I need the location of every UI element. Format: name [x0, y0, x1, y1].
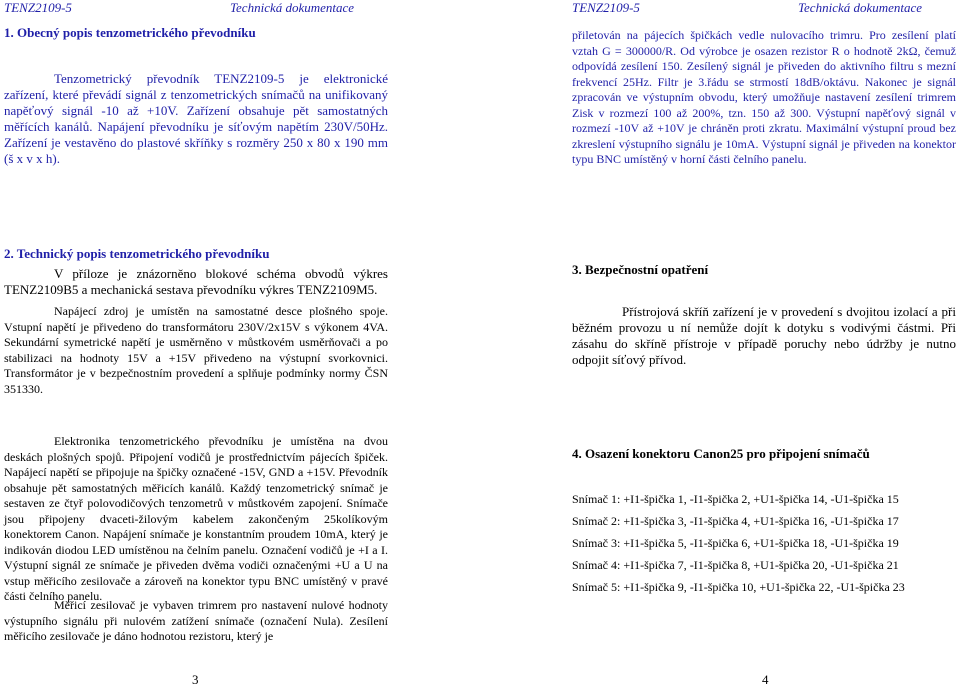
- header-doc-code: TENZ2109-5: [4, 0, 72, 15]
- pinout-row: Snímač 2: +I1-špička 3, -I1-špička 4, +U1-špička 16, -U1-špička 17: [572, 514, 899, 528]
- header-doc-code: TENZ2109-5: [572, 0, 640, 15]
- section-3-paragraph: Přístrojová skříň zařízení je v provedení s dvojitou izolací a při běžném provozu u ní nemůže dojít k dotyku s vodivými částmi. Při zásahu do skříně přístroje v případě poruchy nebo údržby je nutno odpojit síťový přívod.: [572, 304, 956, 367]
- header-doc-title: Technická dokumentace: [230, 0, 355, 15]
- section-1-paragraph: Tenzometrický převodník TENZ2109-5 je elektronické zařízení, které převádí signál z tenzometrických snímačů na unifikovaný napěťový signál -10 až +10V. Zařízení obsahuje pět samostatných měřících kanálů. Napájení převodníku je síťovým napětím 230V/50Hz. Zařízení je vestavěno do plastové skříňky s rozměry 250 x 80 x 190 mm (š x v x h).: [4, 71, 388, 166]
- section-2-heading: 2. Technický popis tenzometrického převodníku: [4, 246, 270, 261]
- pinout-row: Snímač 4: +I1-špička 7, -I1-špička 8, +U1-špička 20, -U1-špička 21: [572, 558, 899, 572]
- pinout-row: Snímač 1: +I1-špička 1, -I1-špička 2, +U1-špička 14, -U1-špička 15: [572, 492, 899, 506]
- section-2-paragraph-1: V příloze je znázorněno blokové schéma obvodů výkres TENZ2109B5 a mechanická sestava převodníku výkres TENZ2109M5.: [4, 266, 388, 297]
- section-4-heading: 4. Osazení konektoru Canon25 pro připojení snímačů: [572, 446, 870, 461]
- page-number: 3: [192, 672, 199, 687]
- section-2-paragraph-4: Měřicí zesilovač je vybaven trimrem pro nastavení nulové hodnoty výstupního signálu při nulovém zatížení snímače (označení Nula). Zesílení měřicího zesilovače je dáno hodnotou rezistoru, který je: [4, 598, 388, 643]
- pinout-row: Snímač 3: +I1-špička 5, -I1-špička 6, +U1-špička 18, -U1-špička 19: [572, 536, 899, 550]
- page-number: 4: [762, 672, 769, 687]
- section-2-paragraph-3: Elektronika tenzometrického převodníku je umístěna na dvou deskách plošných spojů. Připojení vodičů je prostřednictvím pájecích špiček. Napájecí napětí se připojuje na špičky označené -15V, GND a +15V. Převodník obsahuje pět samostatných měřicích kanálů. Každý tenzometrický snímač je sestaven ze čtyř polovodičových tenzometrů v můstkovém zapojení. Snímače jsou připojeny dvaceti-žilovým kabelem zakončeným 25kolíkovým konektorem Canon. Napájení snímače je konstantním proudem 10mA, který je indikován diodou LED umístěnou na čelním panelu. Označení vodičů je +I a I. Výstupní signál ze snímače je přiveden dvěma vodiči označenými +U a U na vstup měřicího zesilovače a zároveň na konektor typu BNC umístěný v pravé části čelního panelu.: [4, 434, 388, 603]
- page-4: [572, 0, 960, 687]
- pinout-row: Snímač 5: +I1-špička 9, -I1-špička 10, +U1-špička 22, -U1-špička 23: [572, 580, 905, 594]
- header-doc-title: Technická dokumentace: [798, 0, 923, 15]
- section-3-heading: 3. Bezpečnostní opatření: [572, 262, 709, 277]
- section-2-paragraph-2: Napájecí zdroj je umístěn na samostatné desce plošného spoje. Vstupní napětí je přivedeno do transformátoru 230V/2x15V s výkonem 4VA. Sekundární symetrické napětí je usměrněno v můstkovém usměrňovači a po stabilizaci na hodnoty 15V a +15V přivedeno na výstupní svorkovnici. Transformátor je v bezpečnostním provedení a splňuje podmínky normy ČSN 351330.: [4, 304, 388, 396]
- continuation-paragraph: přiletován na pájecích špičkách vedle nulovacího trimru. Pro zesílení platí vztah G = 300000/R. Od výrobce je osazen rezistor R o hodnotě 2kΩ, čemuž odpovídá zesílení 150. Zesílený signál je přiveden do aktivního filtru s mezní frekvencí 25Hz. Filtr je 3.řádu se strmostí 18dB/oktávu. Nakonec je signál zpracován ve výstupním obvodu, který umožňuje nastavení zesílení trimrem Zisk v rozmezí 100 až 200%, tzn. 150 až 300. Výstupní napěťový signál v rozmezí -10V až +10V je chráněn proti zkratu. Maximální výstupní proud bez zkreslení výstupního signálu je 10mA. Výstupní signál je přiveden na konektor typu BNC umístěný v horní části čelního panelu.: [572, 28, 956, 166]
- pinout-list: [572, 488, 960, 598]
- page-3: [0, 0, 400, 687]
- section-1-heading: 1. Obecný popis tenzometrického převodníku: [4, 25, 256, 40]
